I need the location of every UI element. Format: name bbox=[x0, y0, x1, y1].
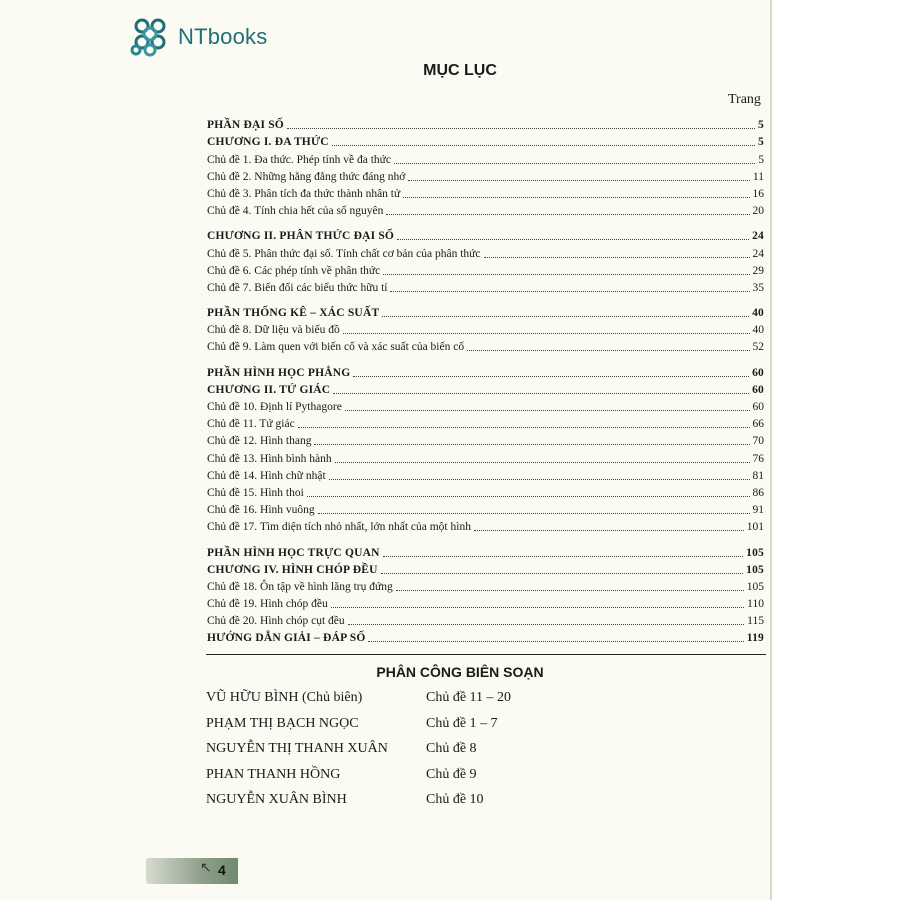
credit-row bbox=[206, 767, 706, 793]
toc-entry bbox=[207, 465, 764, 482]
toc-entry-label: CHƯƠNG IV. HÌNH CHÓP ĐỀU bbox=[207, 563, 378, 576]
toc-entry-page: 16 bbox=[752, 187, 764, 200]
toc-entry-label: Chủ đề 3. Phân tích đa thức thành nhân tử bbox=[207, 187, 401, 200]
toc-entry bbox=[207, 336, 764, 353]
toc-entry-page: 70 bbox=[752, 435, 764, 448]
page-number: 4 bbox=[218, 862, 226, 878]
toc-entry-page: 119 bbox=[746, 632, 764, 645]
toc-dot-leader bbox=[345, 410, 750, 411]
author-name: NGUYỄN THỊ THANH XUÂN bbox=[206, 741, 388, 756]
author-topics: Chủ đề 1 – 7 bbox=[426, 715, 498, 731]
toc-entry-label: CHƯƠNG II. TỨ GIÁC bbox=[207, 383, 331, 396]
toc-entry-label: Chủ đề 6. Các phép tính về phân thức bbox=[207, 264, 381, 277]
page-edge bbox=[770, 0, 772, 900]
toc-dot-leader bbox=[353, 376, 749, 377]
toc-entry-label: Chủ đề 10. Định lí Pythagore bbox=[207, 401, 342, 413]
toc-entry bbox=[207, 114, 764, 131]
author-name: NGUYỄN XUÂN BÌNH bbox=[206, 792, 347, 807]
toc-entry-label: Chủ đề 2. Những hằng đẳng thức đáng nhớ bbox=[207, 170, 406, 183]
author-topics: Chủ đề 10 bbox=[426, 792, 484, 807]
toc-dot-leader bbox=[396, 590, 744, 591]
toc-entry-label: Chủ đề 5. Phân thức đại số. Tính chất cơ bản của phân thức bbox=[207, 247, 481, 260]
toc-entry-label: Chủ đề 20. Hình chóp cụt đều bbox=[207, 615, 345, 628]
toc-entry-label: Chủ đề 12. Hình thang bbox=[207, 435, 312, 448]
toc-dot-leader bbox=[287, 128, 755, 129]
toc-dot-leader bbox=[368, 641, 743, 642]
section-divider bbox=[206, 654, 766, 655]
toc-dot-leader bbox=[333, 393, 749, 394]
toc-entry bbox=[207, 559, 764, 576]
credit-row bbox=[206, 792, 706, 818]
toc-entry-page: 52 bbox=[752, 341, 764, 354]
toc-entry-label: PHẦN HÌNH HỌC TRỰC QUAN bbox=[207, 546, 380, 559]
table-of-contents bbox=[207, 114, 764, 644]
toc-entry bbox=[207, 131, 764, 148]
toc-dot-leader bbox=[382, 316, 749, 317]
toc-entry-label: Chủ đề 9. Làm quen với biến cố và xác suất của biến cố bbox=[207, 341, 465, 354]
toc-entry bbox=[207, 516, 764, 533]
publisher-name: NTbooks bbox=[178, 24, 268, 49]
toc-entry-label: Chủ đề 11. Tứ giác bbox=[207, 418, 295, 431]
toc-dot-leader bbox=[397, 239, 749, 240]
toc-entry bbox=[207, 225, 764, 242]
credit-row bbox=[206, 716, 706, 742]
toc-entry-page: 105 bbox=[746, 580, 764, 593]
toc-dot-leader bbox=[383, 556, 744, 557]
toc-entry bbox=[207, 482, 764, 499]
toc-entry-label: Chủ đề 8. Dữ liệu và biểu đồ bbox=[207, 324, 340, 337]
toc-entry bbox=[207, 576, 764, 593]
toc-dot-leader bbox=[383, 274, 749, 275]
toc-entry bbox=[207, 499, 764, 516]
toc-entry bbox=[207, 379, 764, 396]
toc-entry-page: 5 bbox=[758, 136, 764, 149]
toc-dot-leader bbox=[394, 163, 755, 164]
toc-entry-label: Chủ đề 1. Đa thức. Phép tính về đa thức bbox=[207, 153, 391, 166]
toc-entry-label: PHẦN HÌNH HỌC PHẲNG bbox=[207, 366, 351, 379]
toc-entry bbox=[207, 166, 764, 183]
toc-entry bbox=[207, 361, 764, 378]
toc-entry-label: Chủ đề 7. Biến đổi các biểu thức hữu tỉ bbox=[207, 281, 388, 294]
toc-dot-leader bbox=[318, 513, 750, 514]
toc-entry bbox=[207, 260, 764, 277]
publisher-logo bbox=[128, 14, 267, 60]
credit-row bbox=[206, 690, 706, 716]
toc-dot-leader bbox=[343, 333, 750, 334]
author-name: PHAN THANH HỒNG bbox=[206, 766, 341, 782]
toc-dot-leader bbox=[408, 180, 750, 181]
toc-dot-leader bbox=[307, 496, 750, 497]
toc-dot-leader bbox=[381, 573, 744, 574]
toc-entry-page: 105 bbox=[746, 563, 764, 576]
toc-entry-label: CHƯƠNG I. ĐA THỨC bbox=[207, 136, 329, 149]
toc-entry bbox=[207, 242, 764, 259]
credits-list bbox=[206, 690, 706, 818]
toc-entry-page: 11 bbox=[752, 170, 764, 183]
toc-dot-leader bbox=[474, 530, 744, 531]
toc-entry-label: CHƯƠNG II. PHÂN THỨC ĐẠI SỐ bbox=[207, 230, 395, 243]
toc-entry-page: 40 bbox=[752, 307, 764, 320]
toc-entry-page: 5 bbox=[758, 119, 764, 132]
toc-dot-leader bbox=[348, 624, 745, 625]
toc-entry bbox=[207, 593, 764, 610]
toc-entry-page: 105 bbox=[746, 546, 764, 559]
toc-entry-page: 24 bbox=[752, 247, 764, 260]
toc-dot-leader bbox=[484, 257, 750, 258]
toc-entry-page: 81 bbox=[752, 469, 764, 482]
toc-entry-page: 101 bbox=[746, 521, 764, 534]
toc-entry-label: HƯỚNG DẪN GIẢI – ĐÁP SỐ bbox=[207, 632, 366, 645]
author-topics: Chủ đề 8 bbox=[426, 741, 477, 756]
toc-entry-page: 20 bbox=[752, 205, 764, 218]
toc-entry-label: PHẦN ĐẠI SỐ bbox=[207, 119, 284, 132]
toc-entry bbox=[207, 430, 764, 447]
toc-entry-page: 5 bbox=[758, 153, 764, 166]
toc-entry-page: 60 bbox=[752, 383, 764, 396]
toc-entry-page: 66 bbox=[752, 418, 764, 431]
toc-entry bbox=[207, 610, 764, 627]
toc-entry-page: 115 bbox=[747, 615, 764, 628]
page-tab-mark-icon: ↖ bbox=[200, 861, 212, 876]
toc-entry-label: Chủ đề 17. Tìm diện tích nhỏ nhất, lớn nhất của một hình bbox=[207, 521, 471, 534]
toc-entry-label: PHẦN THỐNG KÊ – XÁC SUẤT bbox=[207, 307, 380, 320]
toc-entry-page: 35 bbox=[752, 281, 764, 294]
toc-entry bbox=[207, 319, 764, 336]
toc-entry-page: 91 bbox=[752, 504, 764, 517]
author-name: PHẠM THỊ BẠCH NGỌC bbox=[206, 715, 359, 731]
author-name: VŨ HỮU BÌNH (Chủ biên) bbox=[206, 690, 363, 705]
toc-dot-leader bbox=[390, 291, 749, 292]
toc-entry bbox=[207, 183, 764, 200]
toc-dot-leader bbox=[335, 462, 750, 463]
toc-entry-page: 40 bbox=[752, 324, 764, 337]
page-column-header: Trang bbox=[728, 92, 761, 107]
toc-dot-leader bbox=[403, 197, 749, 198]
page-title: MỤC LỤC bbox=[423, 62, 497, 79]
author-topics: Chủ đề 11 – 20 bbox=[426, 690, 512, 705]
toc-entry bbox=[207, 277, 764, 294]
toc-entry-label: Chủ đề 4. Tính chia hết của số nguyên bbox=[207, 205, 384, 218]
toc-dot-leader bbox=[332, 145, 755, 146]
credits-title: PHÂN CÔNG BIÊN SOẠN bbox=[376, 664, 544, 680]
toc-entry-page: 110 bbox=[747, 598, 764, 611]
toc-entry bbox=[207, 396, 764, 413]
toc-entry bbox=[207, 200, 764, 217]
toc-entry-page: 86 bbox=[752, 486, 764, 499]
toc-entry-label: Chủ đề 19. Hình chóp đều bbox=[207, 598, 328, 611]
toc-dot-leader bbox=[298, 427, 750, 428]
toc-entry bbox=[207, 148, 764, 165]
toc-entry-label: Chủ đề 13. Hình bình hành bbox=[207, 452, 332, 465]
toc-entry-label: Chủ đề 16. Hình vuông bbox=[207, 504, 315, 517]
toc-entry-page: 24 bbox=[752, 230, 764, 243]
toc-entry-page: 60 bbox=[752, 366, 764, 379]
toc-entry-page: 60 bbox=[752, 401, 764, 413]
toc-dot-leader bbox=[331, 607, 744, 608]
credit-row bbox=[206, 741, 706, 767]
toc-entry bbox=[207, 541, 764, 558]
toc-dot-leader bbox=[467, 350, 749, 351]
toc-entry bbox=[207, 302, 764, 319]
toc-dot-leader bbox=[314, 444, 749, 445]
toc-entry-label: Chủ đề 14. Hình chữ nhật bbox=[207, 469, 326, 482]
toc-dot-leader bbox=[386, 214, 749, 215]
toc-entry-page: 76 bbox=[752, 452, 764, 465]
toc-entry-label: Chủ đề 18. Ôn tập về hình lăng trụ đứng bbox=[207, 580, 393, 593]
ntbooks-logo-icon bbox=[128, 14, 174, 60]
toc-entry bbox=[207, 447, 764, 464]
author-topics: Chủ đề 9 bbox=[426, 766, 477, 782]
toc-entry-page: 29 bbox=[752, 264, 764, 277]
toc-entry bbox=[207, 627, 764, 644]
toc-entry bbox=[207, 413, 764, 430]
toc-dot-leader bbox=[329, 479, 750, 480]
toc-entry-label: Chủ đề 15. Hình thoi bbox=[207, 486, 304, 499]
